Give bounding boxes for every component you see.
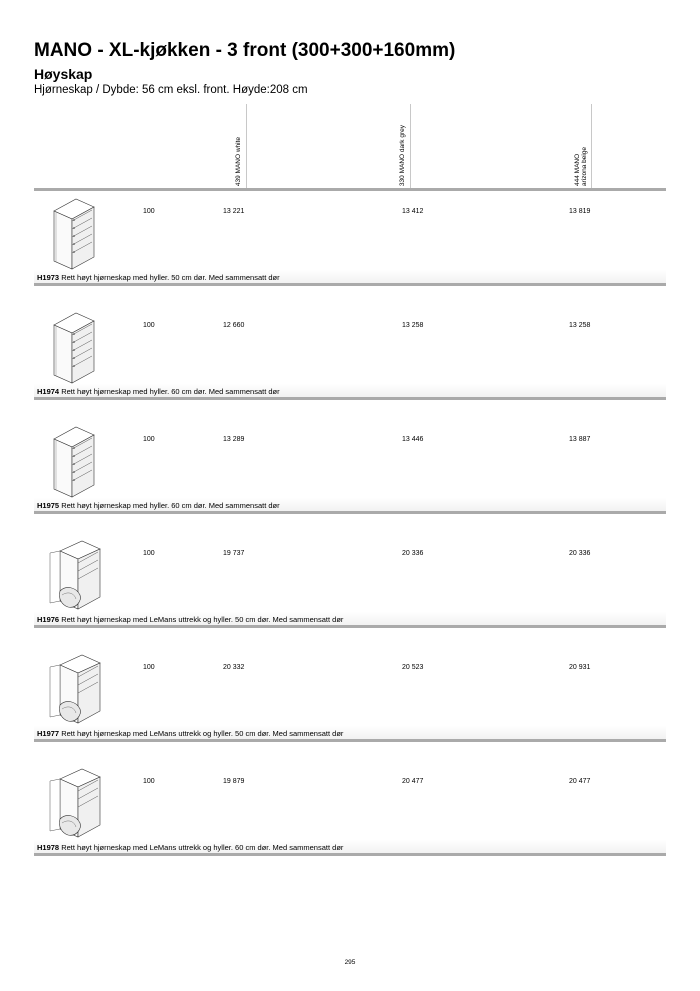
quantity-cell: 100	[143, 550, 155, 557]
row-divider	[34, 283, 666, 286]
row-divider	[34, 511, 666, 514]
price-cell: 20 523	[402, 664, 424, 671]
column-label: 439 MANO white	[235, 136, 242, 186]
product-code: H1975	[37, 501, 60, 510]
price-cell: 13 258	[569, 322, 591, 329]
product-code: H1977	[37, 729, 60, 738]
price-cell: 19 879	[223, 778, 245, 785]
price-cell: 20 931	[569, 664, 591, 671]
cabinet-lemans-icon	[46, 767, 106, 841]
price-cell: 20 332	[223, 664, 245, 671]
product-description: Rett høyt hjørneskap med hyller. 60 cm dør. Med sammensatt dør	[61, 387, 280, 396]
price-cell: 13 412	[402, 208, 424, 215]
product-caption	[37, 843, 343, 852]
cabinet-shelves-icon	[46, 425, 106, 499]
price-cell: 13 221	[223, 208, 245, 215]
price-cell: 12 660	[223, 322, 245, 329]
product-row	[34, 419, 666, 533]
product-code: H1974	[37, 387, 60, 396]
section-title: Høyskap	[34, 66, 93, 82]
quantity-cell: 100	[143, 664, 155, 671]
product-row	[34, 191, 666, 305]
column-header-dark-grey	[397, 104, 411, 188]
section-description: Hjørneskap / Dybde: 56 cm eksl. front. Høyde:208 cm	[34, 84, 308, 96]
cabinet-shelves-icon	[46, 311, 106, 385]
row-divider	[34, 397, 666, 400]
quantity-cell: 100	[143, 778, 155, 785]
row-divider	[34, 625, 666, 628]
cabinet-lemans-icon	[46, 653, 106, 727]
page-number: 295	[344, 959, 356, 966]
price-cell: 13 446	[402, 436, 424, 443]
column-header-white	[233, 104, 247, 188]
product-row	[34, 761, 666, 875]
price-cell: 20 477	[402, 778, 424, 785]
price-cell: 20 336	[402, 550, 424, 557]
price-cell: 13 887	[569, 436, 591, 443]
column-header-arizona-beige	[572, 104, 592, 188]
product-description: Rett høyt hjørneskap med hyller. 60 cm dør. Med sammensatt dør	[61, 501, 280, 510]
column-label: 330 MANO dark grey	[399, 124, 406, 186]
price-cell: 20 336	[569, 550, 591, 557]
product-description: Rett høyt hjørneskap med hyller. 50 cm dør. Med sammensatt dør	[61, 273, 280, 282]
product-description: Rett høyt hjørneskap med LeMans uttrekk og hyller. 60 cm dør. Med sammensatt dør	[61, 843, 344, 852]
product-caption	[37, 273, 280, 282]
price-cell: 13 258	[402, 322, 424, 329]
product-row	[34, 305, 666, 419]
product-code: H1976	[37, 615, 60, 624]
quantity-cell: 100	[143, 208, 155, 215]
product-code: H1978	[37, 843, 60, 852]
row-divider	[34, 853, 666, 856]
product-caption	[37, 615, 343, 624]
price-cell: 20 477	[569, 778, 591, 785]
product-description: Rett høyt hjørneskap med LeMans uttrekk og hyller. 50 cm dør. Med sammensatt dør	[61, 615, 344, 624]
product-row	[34, 533, 666, 647]
quantity-cell: 100	[143, 322, 155, 329]
column-label: 444 MANO arizona beige	[574, 146, 588, 186]
row-divider	[34, 739, 666, 742]
price-cell: 13 289	[223, 436, 245, 443]
product-code: H1973	[37, 273, 60, 282]
price-cell: 13 819	[569, 208, 591, 215]
cabinet-shelves-icon	[46, 197, 106, 271]
product-row	[34, 647, 666, 761]
product-caption	[37, 501, 280, 510]
page-title: MANO - XL-kjøkken - 3 front (300+300+160mm)	[34, 40, 456, 61]
product-description: Rett høyt hjørneskap med LeMans uttrekk og hyller. 50 cm dør. Med sammensatt dør	[61, 729, 344, 738]
quantity-cell: 100	[143, 436, 155, 443]
price-cell: 19 737	[223, 550, 245, 557]
product-caption	[37, 387, 280, 396]
cabinet-lemans-icon	[46, 539, 106, 613]
product-caption	[37, 729, 343, 738]
